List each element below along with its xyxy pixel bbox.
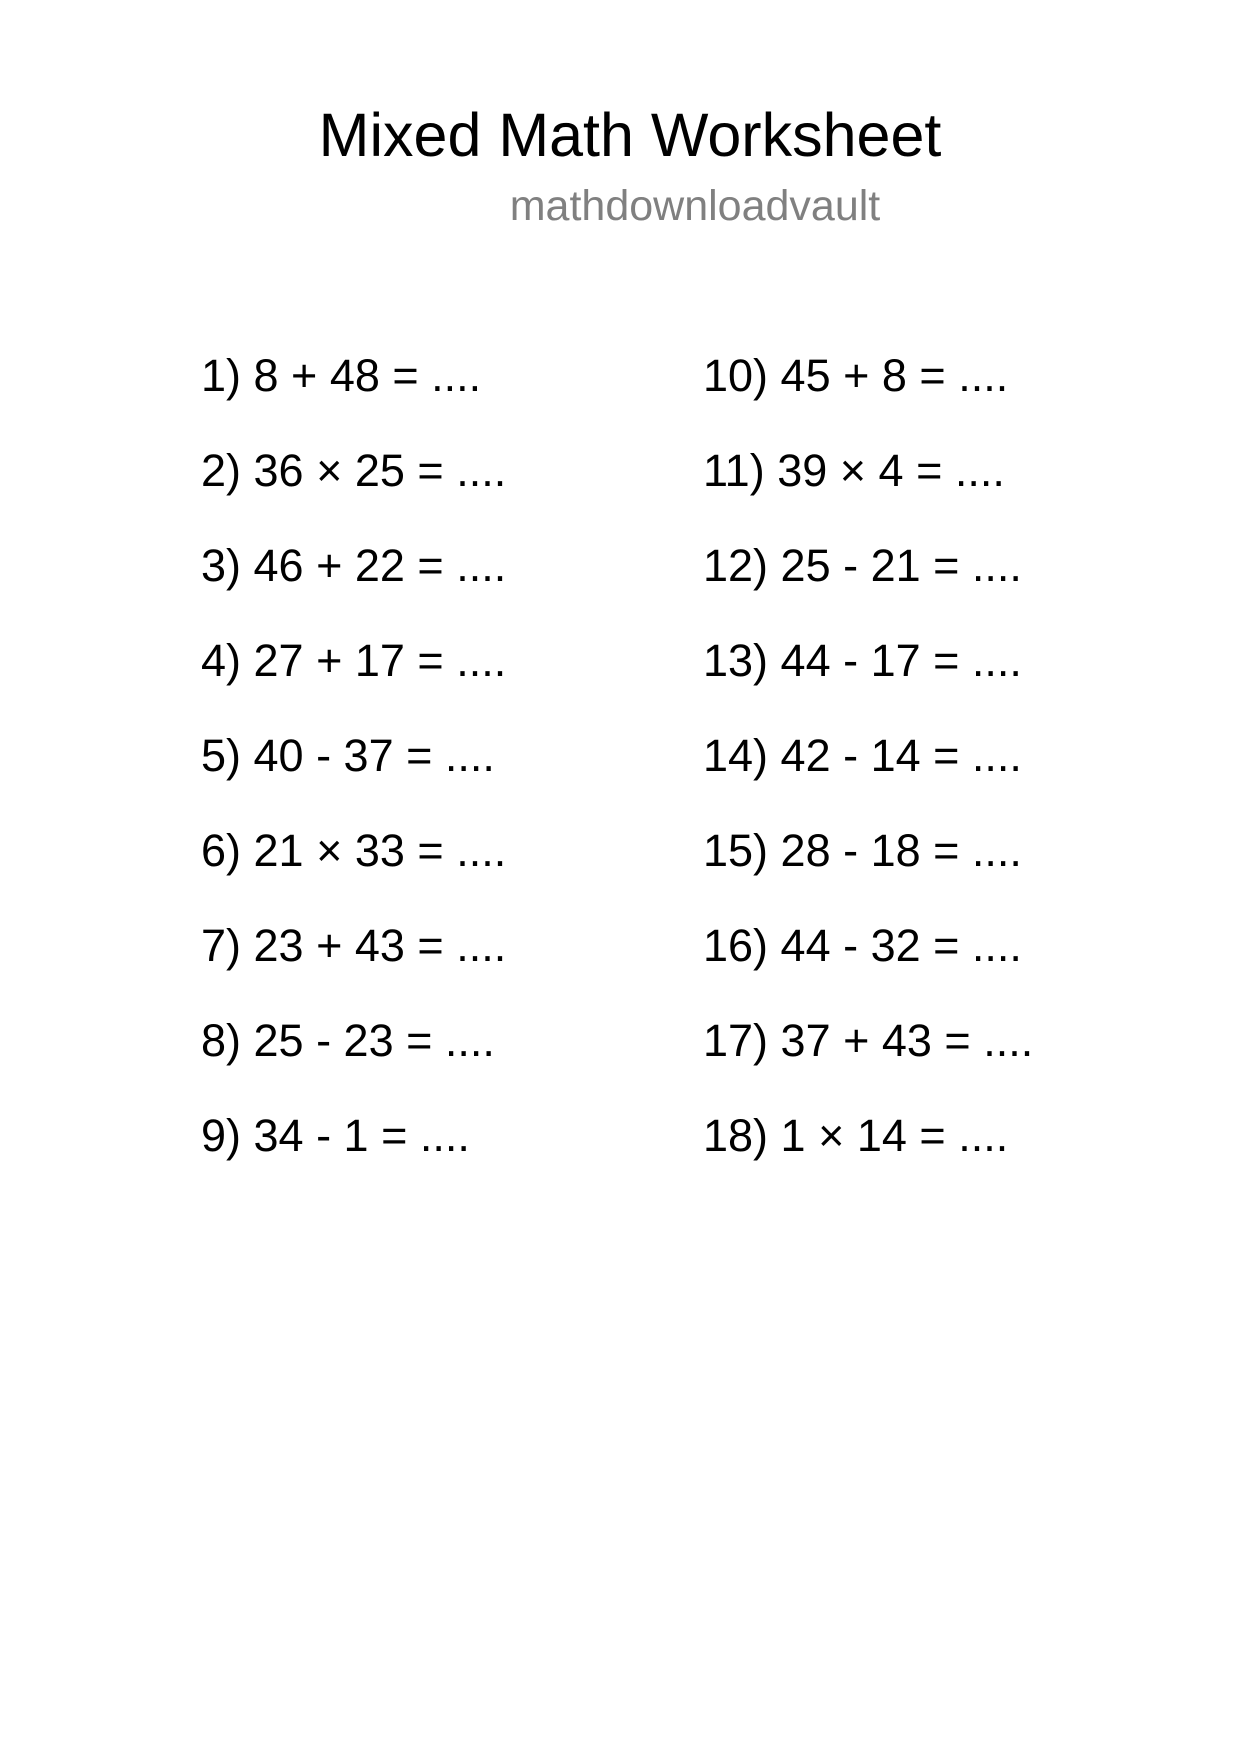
- problem-item: 15) 28 - 18 = ....: [703, 825, 1022, 876]
- problem-item: 9) 34 - 1 = ....: [201, 1110, 470, 1161]
- worksheet-subtitle: mathdownloadvault: [509, 182, 881, 230]
- worksheet-title: Mixed Math Worksheet: [318, 101, 942, 169]
- problem-item: 6) 21 × 33 = ....: [201, 825, 507, 876]
- problem-item: 18) 1 × 14 = ....: [703, 1110, 1009, 1161]
- problem-item: 3) 46 + 22 = ....: [201, 540, 507, 591]
- problem-item: 8) 25 - 23 = ....: [201, 1015, 495, 1066]
- problem-item: 16) 44 - 32 = ....: [703, 920, 1022, 971]
- problem-item: 7) 23 + 43 = ....: [201, 920, 507, 971]
- problem-item: 12) 25 - 21 = ....: [703, 540, 1022, 591]
- problem-item: 13) 44 - 17 = ....: [703, 635, 1022, 686]
- problem-list: [0, 348, 1240, 1168]
- problem-item: 5) 40 - 37 = ....: [201, 730, 495, 781]
- problem-item: 2) 36 × 25 = ....: [201, 445, 507, 496]
- problem-item: 1) 8 + 48 = ....: [201, 350, 482, 401]
- problem-item: 4) 27 + 17 = ....: [201, 635, 507, 686]
- problem-item: 11) 39 × 4 = ....: [703, 445, 1005, 496]
- problem-item: 14) 42 - 14 = ....: [703, 730, 1022, 781]
- problem-item: 17) 37 + 43 = ....: [703, 1015, 1034, 1066]
- problem-item: 10) 45 + 8 = ....: [703, 350, 1009, 401]
